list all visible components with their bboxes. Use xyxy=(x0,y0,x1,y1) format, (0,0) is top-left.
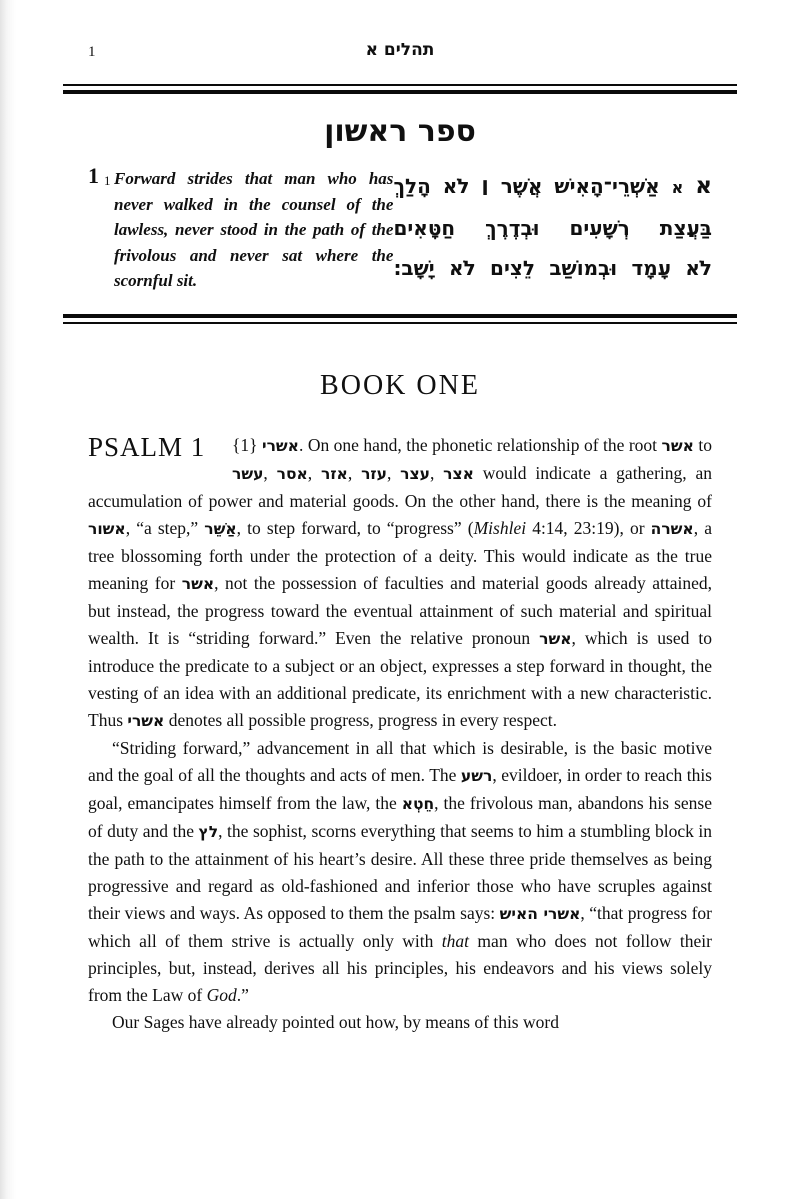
hebrew-section-title: ספר ראשון xyxy=(324,114,476,149)
hebrew-verse-line: לֹא עָמָד וּבְמוֹשַׁב לֵצִים לֹא יָשָׁב: xyxy=(393,256,712,280)
book-heading: BOOK ONE xyxy=(320,369,480,401)
inline-hebrew-word: עשר xyxy=(232,464,264,483)
inline-hebrew-word: חֵטְא xyxy=(401,794,435,813)
inline-hebrew-word: אסר xyxy=(276,464,308,483)
hebrew-chapter-letter: א xyxy=(695,173,712,199)
text-segment: Mishlei xyxy=(473,517,527,538)
rule-thin-line xyxy=(63,322,737,324)
text-segment: God xyxy=(206,984,237,1005)
text-segment: {1} xyxy=(232,434,263,455)
header-hebrew-title: תהלים א xyxy=(365,40,435,60)
verse-number: 1 xyxy=(104,173,111,188)
text-segment: , which is used to introduce the predicate to a subject or an object, expresses a step forward in thought, the vesting of an idea with an additional predicate, its enrichment with a new characteristic. Thus xyxy=(88,627,712,730)
chapter-number: 1 xyxy=(88,163,99,188)
page-header xyxy=(88,40,712,64)
inline-hebrew-word: עזר xyxy=(361,464,387,483)
inline-hebrew-word: אשור xyxy=(88,519,126,538)
text-segment: , to step forward, to “progress” ( xyxy=(236,517,474,538)
text-segment: that xyxy=(441,930,470,951)
inline-hebrew-word: אשרה xyxy=(650,519,694,538)
text-segment: to xyxy=(693,434,712,455)
text-segment: man who does not follow their principles, but, instead, derives all his principles, his endeavors and his views solely from the Law of xyxy=(88,930,713,1005)
text-segment: denotes all possible progress, progress in every respect. xyxy=(164,709,557,730)
hebrew-verse xyxy=(393,166,712,288)
text-segment: , the frivolous man, abandons his sense of duty and the xyxy=(88,792,712,841)
text-segment: , xyxy=(307,462,322,483)
text-segment: , the sophist, scorns everything that seems to him a stumbling block in the path to the attainment of his heart’s desire. All these three pride themselves as being progressive and regard as old-fashioned and inferior those who have scruples against their views and ways. As opposed to them the psalm says: xyxy=(88,820,712,923)
inline-hebrew-word: רשע xyxy=(460,766,493,785)
translation-text: Forward strides that man who has never walked in the counsel of the lawless, never stood in the path of the frivolous and never sat where the scornful sit. xyxy=(114,169,394,290)
inline-hebrew-word: לץ xyxy=(198,822,219,841)
text-segment: 4:14, 23:19), or xyxy=(526,517,651,538)
text-segment: , a tree blossoming forth under the protection of a deity. This would indicate as the true meaning for xyxy=(88,517,712,593)
verse-block xyxy=(88,163,712,294)
inline-hebrew-word: אשר xyxy=(661,436,694,455)
psalm-heading: PSALM 1 xyxy=(88,431,206,462)
text-segment: , xyxy=(429,462,444,483)
text-segment: Our Sages have already pointed out how, by means of this word xyxy=(112,1011,559,1032)
text-segment: , “a step,” xyxy=(125,517,205,538)
inline-hebrew-word: אזר xyxy=(321,464,348,483)
verse-translation xyxy=(88,163,394,294)
inline-hebrew-word: אשר xyxy=(539,629,572,648)
inline-hebrew-word: אשר xyxy=(181,574,215,593)
text-segment: , not the possession of faculties and material goods already attained, but instead, the progress toward the eventual attainment of such material and spiritual wealth. It is “striding forward.” Even the relative pronoun xyxy=(88,572,712,648)
text-segment: would indicate a gathering, an accumulation of power and material goods. On the other hand, there is the meaning of xyxy=(88,462,713,511)
text-segment: , evildoer, in order to reach this goal, emancipates himself from the law, the xyxy=(88,764,712,813)
text-segment: , xyxy=(263,462,277,483)
inline-hebrew-word: אשרי האיש xyxy=(499,904,581,923)
text-segment: , xyxy=(386,462,401,483)
rule-thin-line xyxy=(63,84,737,86)
inline-hebrew-word: אשרי xyxy=(127,711,165,730)
rule-thick-line xyxy=(63,314,737,318)
inline-hebrew-word: אצר xyxy=(443,464,474,483)
inline-hebrew-word: עצר xyxy=(400,464,430,483)
inline-hebrew-word: אשרי xyxy=(262,436,299,455)
commentary-paragraph xyxy=(88,1009,712,1036)
commentary xyxy=(88,432,712,1036)
rule-thick-line xyxy=(63,90,737,94)
hebrew-verse-letter: א xyxy=(671,178,684,197)
commentary-paragraph xyxy=(88,432,712,735)
inline-hebrew-word: אַשֵּׁר xyxy=(204,519,237,538)
double-rule-bottom xyxy=(63,314,737,324)
text-segment: . On one hand, the phonetic relationship of the root xyxy=(298,434,662,455)
hebrew-verse-line: בַּעֲצַת רְשָׁעִים וּבְדֶרֶךְ חַטָּאִים xyxy=(393,216,712,240)
text-segment: , “that progress for which all of them strive is actually only with xyxy=(88,902,712,951)
double-rule-top xyxy=(63,84,737,94)
text-segment: , xyxy=(347,462,362,483)
commentary-paragraph xyxy=(88,735,712,1009)
hebrew-verse-line: א א אַשְׁרֵי־הָאִישׁ אֲשֶׁר ׀ לֹא הָלַךְ xyxy=(393,173,712,199)
text-segment: .” xyxy=(236,984,249,1005)
text-segment: “Striding forward,” advancement in all that which is desirable, is the basic motive and the goal of all the thoughts and acts of men. The xyxy=(88,737,712,785)
page-number: 1 xyxy=(88,44,96,60)
